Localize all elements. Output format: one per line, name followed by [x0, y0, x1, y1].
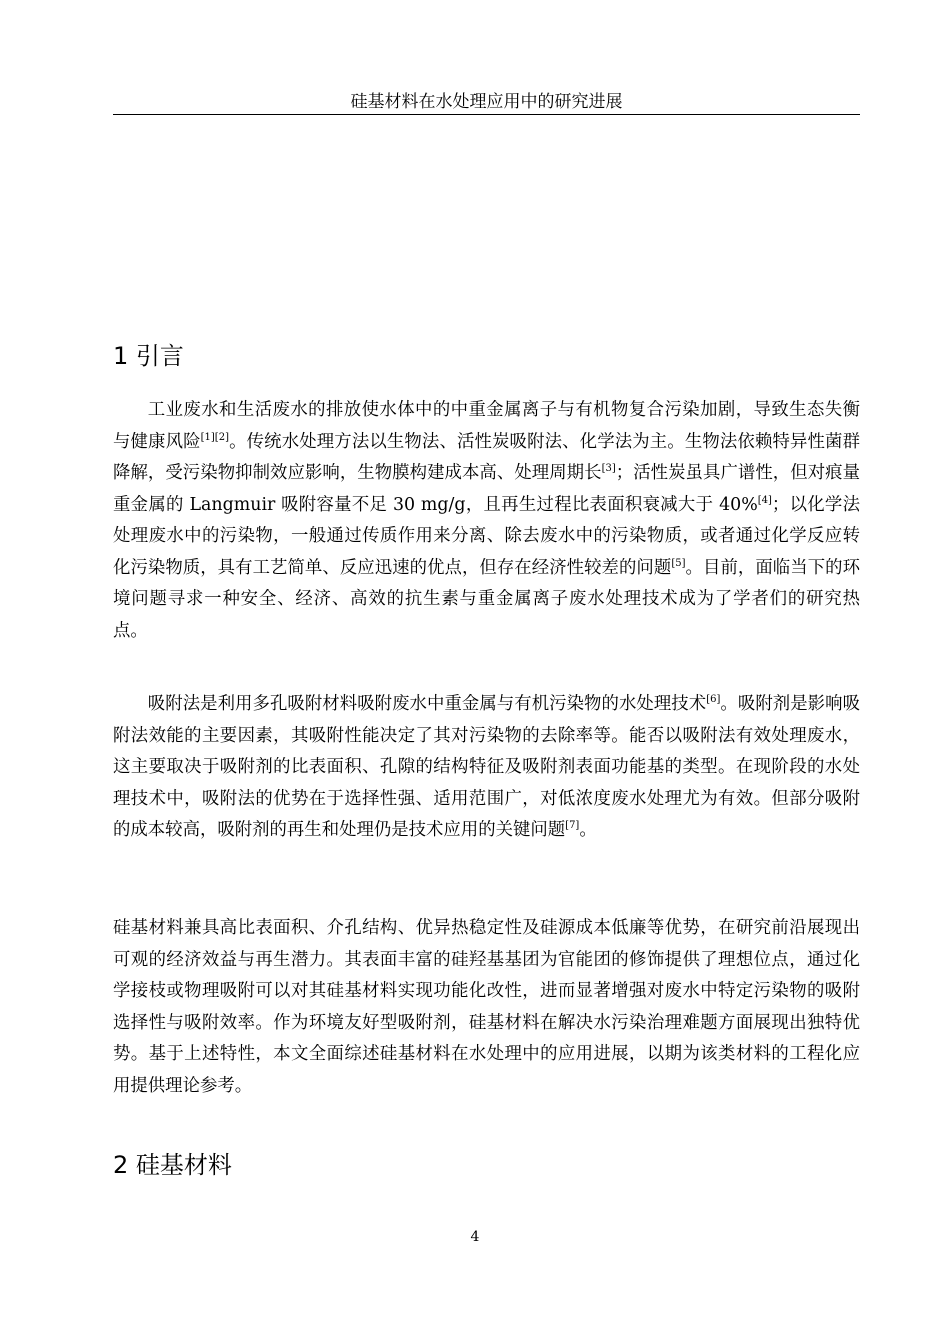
section-heading-introduction: 1 引言 [113, 342, 184, 370]
citation: [1][2] [200, 431, 229, 443]
paragraph-text: 。吸附剂是影响吸附法效能的主要因素，其吸附性能决定了其对污染物的去除率等。能否以吸附法有效处理废水，这主要取决于吸附剂的比表面积、孔隙的结构特征及吸附剂表面功能基的类型。在现阶段的水处理技术中，吸附法的优势在于选择性强、适用范围广，对低浓度废水处理尤为有效。但部分吸附的成本较高，吸附剂的再生和处理仍是技术应用的关键问题 [113, 694, 860, 840]
section-heading-silicon-materials: 2 硅基材料 [113, 1151, 232, 1179]
header-divider [113, 114, 860, 115]
citation: [3] [601, 463, 616, 474]
paragraph-2 [113, 689, 860, 847]
citation: [5] [671, 557, 686, 569]
paragraph-text: 硅基材料兼具高比表面积、介孔结构、优异热稳定性及硅源成本低廉等优势，在研究前沿展现出可观的经济效益与再生潜力。其表面丰富的硅羟基基团为官能团的修饰提供了理想位点，通过化学接枝或物理吸附可以对其硅基材料实现功能化改性，进而显著增强对废水中特定污染物的吸附选择性与吸附效率。作为环境友好型吸附剂，硅基材料在解决水污染治理难题方面展现出独特优势。基于上述特性，本文全面综述硅基材料在水处理中的应用进展，以期为该类材料的工程化应用提供理论参考。 [113, 918, 860, 1096]
paragraph-text: ；活性炭虽具广谱性，但对痕量重金属的 Langmuir 吸附容量不足 30 mg/g，且再生过程比表面积衰减大于 40% [113, 463, 860, 515]
paragraph-text: 吸附法是利用多孔吸附材料吸附废水中重金属与有机污染物的水处理技术 [147, 694, 707, 714]
page-number: 4 [470, 1229, 480, 1245]
paragraph-text: 。目前，面临当下的环境问题寻求一种安全、经济、高效的抗生素与重金属离子废水处理技术成为了学者们的研究热点。 [113, 557, 860, 641]
paragraph-text: 。传统水处理方法以生物法、活性炭吸附法、化学法为主。生物法依赖特异性菌群降解，受污染物抑制效应影响，生物膜构建成本高、处理周期长 [113, 431, 860, 483]
paragraph-text: ；以化学法处理废水中的污染物，一般通过传质作用来分离、除去废水中的污染物质，或者通过化学反应转化污染物质，具有工艺简单、反应迅速的优点，但存在经济性较差的问题 [113, 494, 860, 578]
citation: [6] [706, 694, 721, 705]
running-header: 硅基材料在水处理应用中的研究进展 [350, 92, 623, 112]
paragraph-text: 。 [579, 820, 597, 840]
citation: [7] [565, 820, 580, 831]
paragraph-3 [113, 913, 860, 1102]
citation: [4] [757, 494, 772, 506]
paragraph-1 [113, 395, 860, 647]
paragraph-text: 工业废水和生活废水的排放使水体中的中重金属离子与有机物复合污染加剧，导致生态失衡与健康风险 [113, 400, 860, 452]
